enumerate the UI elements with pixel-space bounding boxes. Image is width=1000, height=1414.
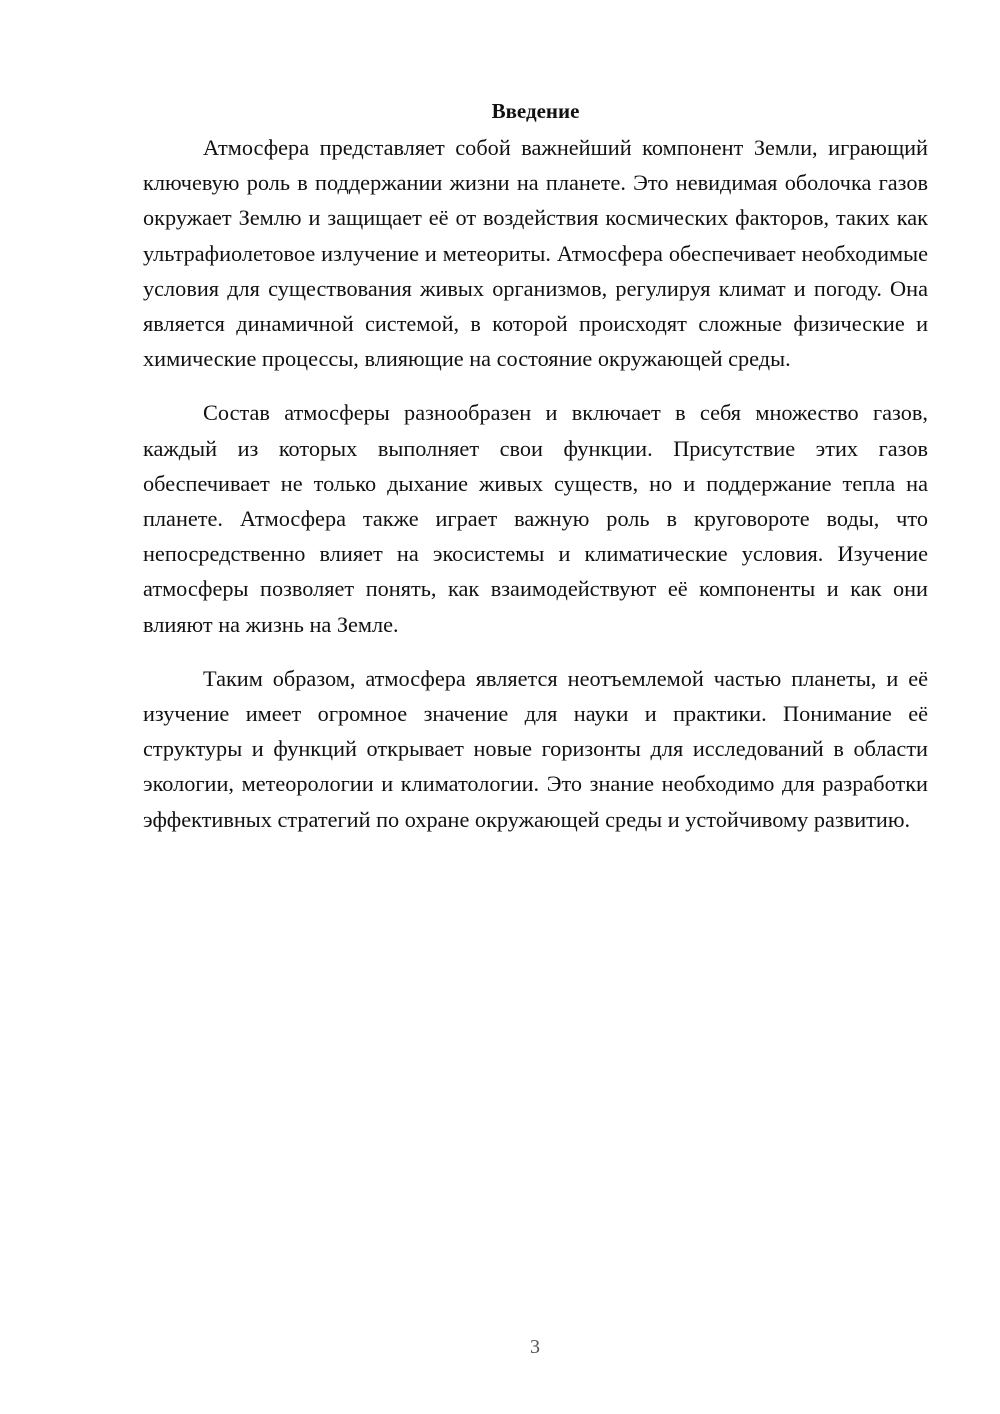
page-number: 3 (530, 1336, 540, 1358)
paragraph-1: Атмосфера представляет собой важнейший компонент Земли, играющий ключевую роль в поддержании жизни на планете. Это невидимая оболочка газов окружает Землю и защищает её от воздействия космических факторов, таких как ультрафиолетовое излучение и метеориты. Атмосфера обеспечивает необходимые условия для существования живых организмов, регулируя климат и погоду. Она является динамичной системой, в которой происходят сложные физические и химические процессы, влияющие на состояние окружающей среды. (143, 135, 928, 372)
section-heading: Введение (491, 99, 580, 123)
paragraph-2: Состав атмосферы разнообразен и включает в себя множество газов, каждый из которых выполняет свои функции. Присутствие этих газов обеспечивает не только дыхание живых существ, но и поддержание тепла на планете. Атмосфера также играет важную роль в круговороте воды, что непосредственно влияет на экосистемы и климатические условия. Изучение атмосферы позволяет понять, как взаимодействуют её компоненты и как они влияют на жизнь на Земле. (143, 400, 928, 637)
page-content (143, 96, 928, 856)
paragraph-3: Таким образом, атмосфера является неотъемлемой частью планеты, и её изучение имеет огромное значение для науки и практики. Понимание её структуры и функций открывает новые горизонты для исследований в области экологии, метеорологии и климатологии. Это знание необходимо для разработки эффективных стратегий по охране окружающей среды и устойчивому развитию. (143, 665, 928, 832)
